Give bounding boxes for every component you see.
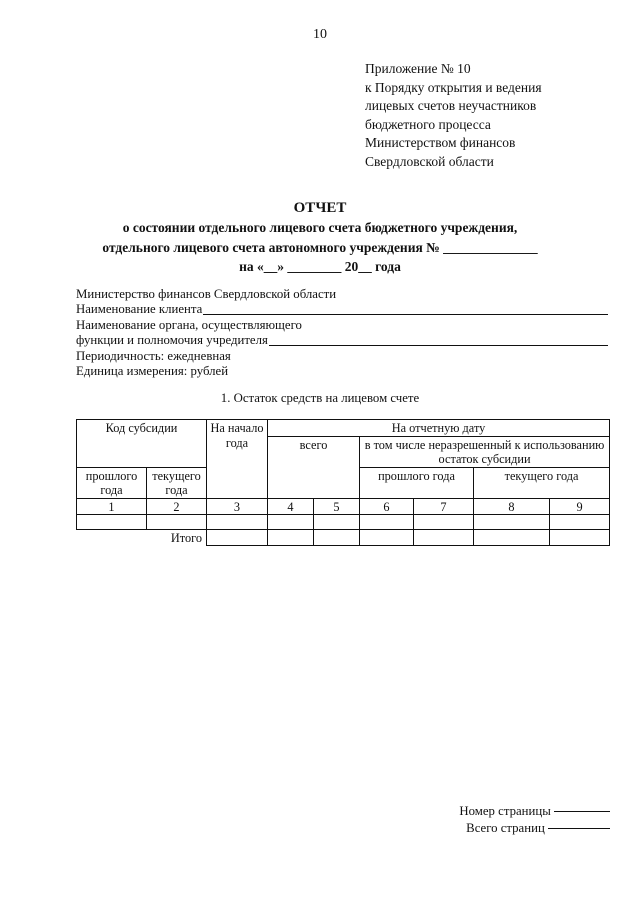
organ-name-field[interactable] <box>269 333 608 345</box>
header-at-start: На начало года <box>207 420 268 499</box>
total-row-label: Итого <box>170 531 202 545</box>
total-pages-label: Всего страниц <box>466 821 545 835</box>
total-cell[interactable] <box>314 530 360 546</box>
report-title-block <box>60 199 580 277</box>
column-number: 8 <box>474 498 550 515</box>
unit-of-measure: Единица измерения: рублей <box>76 364 229 379</box>
table-cell[interactable] <box>414 515 474 530</box>
report-info <box>76 287 608 379</box>
header-at-report-date: На отчетную дату <box>268 420 610 437</box>
section-title: 1. Остаток средств на лицевом счете <box>220 391 420 405</box>
appendix-line: к Порядку открытия и ведения <box>365 79 542 95</box>
header-subsidy-code: Код субсидии <box>77 420 207 468</box>
appendix-line: Приложение № 10 <box>365 61 471 76</box>
report-subtitle-1: о состоянии отдельного лицевого счета бюджетного учреждения, <box>122 220 518 235</box>
table-row <box>77 515 610 530</box>
total-cell[interactable] <box>268 530 314 546</box>
table-cell[interactable] <box>550 515 610 530</box>
total-row <box>77 530 610 546</box>
table-cell[interactable] <box>360 515 414 530</box>
column-number: 9 <box>550 498 610 515</box>
report-subtitle-2: отдельного лицевого счета автономного учреждения № ______________ <box>102 239 538 255</box>
total-pages-field[interactable] <box>548 828 610 829</box>
ministry-name: Министерство финансов Свердловской области <box>76 287 337 301</box>
column-number: 3 <box>207 498 268 515</box>
header-col-prev-year: прошлого года <box>360 467 474 498</box>
appendix-line: бюджетного процесса <box>365 116 491 132</box>
table-cell[interactable] <box>474 515 550 530</box>
column-number: 5 <box>314 498 360 515</box>
organ-label-2: функции и полномочия учредителя <box>76 333 268 348</box>
page-number-line <box>420 803 610 820</box>
client-label: Наименование клиента <box>76 302 203 317</box>
organ-line-1 <box>76 318 608 333</box>
column-number: 2 <box>147 498 207 515</box>
table-cell[interactable] <box>268 515 314 530</box>
page-footer <box>420 803 610 837</box>
appendix-line: Свердловской области <box>365 153 494 169</box>
unit-line <box>76 364 608 379</box>
page-number: 10 <box>313 27 327 42</box>
periodicity: Периодичность: ежедневная <box>76 348 231 363</box>
total-cell[interactable] <box>474 530 550 546</box>
column-number: 6 <box>360 498 414 515</box>
appendix-line: лицевых счетов неучастников <box>365 98 537 114</box>
report-date-line: на «__» ________ 20__ года <box>239 259 401 274</box>
column-number: 7 <box>414 498 474 515</box>
organ-line-2 <box>76 333 608 348</box>
total-cell[interactable] <box>414 530 474 546</box>
header-including: в том числе неразрешенный к использованию остаток субсидии <box>360 436 610 467</box>
header-total: всего <box>268 436 360 498</box>
table-cell[interactable] <box>314 515 360 530</box>
appendix-line: Министерством финансов <box>365 135 516 151</box>
page-number-field[interactable] <box>554 811 610 812</box>
header-col-current-year: текущего года <box>474 467 610 498</box>
report-heading: ОТЧЕТ <box>293 200 347 216</box>
client-name-field[interactable] <box>203 302 608 314</box>
total-cell[interactable] <box>360 530 414 546</box>
periodicity-line <box>76 349 608 364</box>
ministry-line <box>76 287 608 302</box>
column-number: 4 <box>268 498 314 515</box>
table-cell[interactable] <box>77 515 147 530</box>
total-pages-line <box>420 820 610 837</box>
total-cell[interactable] <box>207 530 268 546</box>
table-cell[interactable] <box>207 515 268 530</box>
header-current-year: текущего года <box>147 467 207 498</box>
column-number: 1 <box>77 498 147 515</box>
page-number-label: Номер страницы <box>459 804 551 818</box>
organ-label-1: Наименование органа, осуществляющего <box>76 317 302 332</box>
total-cell[interactable] <box>550 530 610 546</box>
header-prev-year: прошлого года <box>77 467 147 498</box>
table-cell[interactable] <box>147 515 207 530</box>
appendix-block <box>365 60 542 172</box>
balance-table <box>76 419 610 546</box>
client-line <box>76 302 608 317</box>
